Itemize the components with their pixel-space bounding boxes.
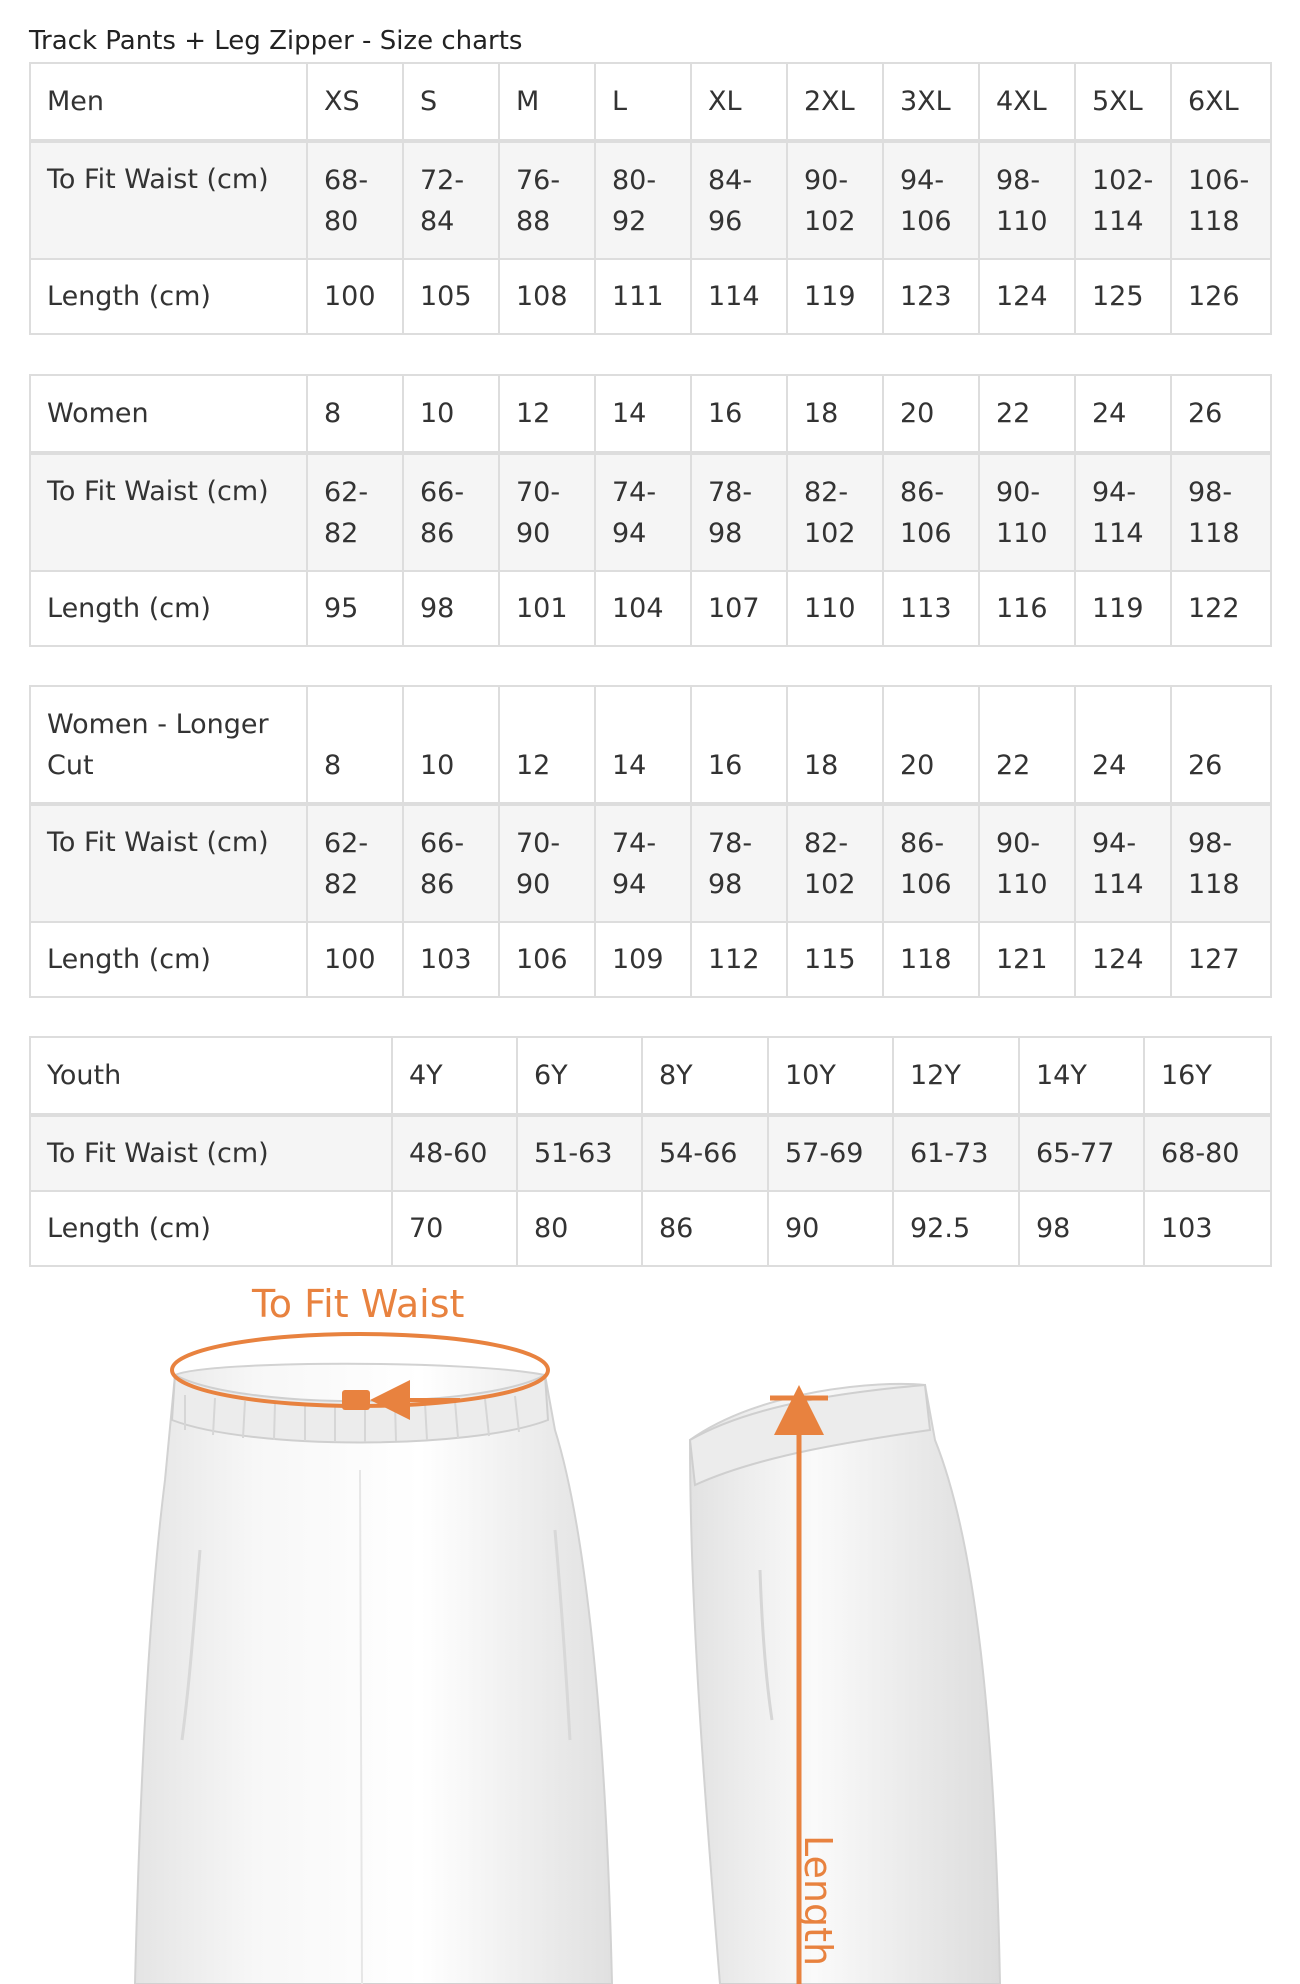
length-label: Length (796, 1835, 840, 1967)
youth-size-table (29, 1036, 1272, 1267)
table-header-cell: 4XL (979, 63, 1075, 141)
table-cell: 119 (1075, 571, 1171, 646)
page-title: Track Pants + Leg Zipper - Size charts (29, 26, 523, 56)
table-header-cell: 26 (1171, 375, 1271, 453)
table-cell: 54-66 (642, 1115, 768, 1191)
table-cell: 121 (979, 922, 1075, 997)
table-cell: 90- 110 (979, 804, 1075, 922)
table-header-cell: 8Y (642, 1037, 768, 1115)
table-cell: 80- 92 (595, 141, 691, 259)
table-row (30, 1115, 1271, 1191)
table-cell: 94- 106 (883, 141, 979, 259)
table-cell: 102- 114 (1075, 141, 1171, 259)
table-cell: 113 (883, 571, 979, 646)
table-cell: 124 (979, 259, 1075, 334)
table-cell: 118 (883, 922, 979, 997)
table-cell: 68- 80 (307, 141, 403, 259)
table-cell: 119 (787, 259, 883, 334)
table-header-cell: 22 (979, 686, 1075, 804)
table-header-cell: 5XL (1075, 63, 1171, 141)
table-header-cell: 14 (595, 686, 691, 804)
table-cell: 115 (787, 922, 883, 997)
table-cell: 92.5 (893, 1191, 1019, 1266)
table-header-cell: 10 (403, 686, 499, 804)
table-cell: 74- 94 (595, 453, 691, 571)
table-cell: 90- 102 (787, 141, 883, 259)
table-header-cell: 6Y (517, 1037, 642, 1115)
table-header-cell: 2XL (787, 63, 883, 141)
table-row (30, 804, 1271, 922)
table-header-cell: 10Y (768, 1037, 893, 1115)
table-header-cell: Women - Longer Cut (30, 686, 307, 804)
table-header-row (30, 375, 1271, 453)
table-cell: 103 (1144, 1191, 1271, 1266)
table-header-cell: 16Y (1144, 1037, 1271, 1115)
table-row (30, 259, 1271, 334)
women-size-table (29, 374, 1272, 647)
table-cell: Length (cm) (30, 922, 307, 997)
table-cell: 78- 98 (691, 453, 787, 571)
table-cell: 86- 106 (883, 804, 979, 922)
table-header-cell: Women (30, 375, 307, 453)
waist-label: To Fit Waist (252, 1282, 465, 1326)
table-header-cell: 18 (787, 686, 883, 804)
table-cell: 100 (307, 922, 403, 997)
table-cell: 111 (595, 259, 691, 334)
table-header-cell: 12 (499, 686, 595, 804)
table-header-cell: 24 (1075, 686, 1171, 804)
table-row (30, 922, 1271, 997)
table-header-cell: XS (307, 63, 403, 141)
table-cell: 112 (691, 922, 787, 997)
table-header-cell: 26 (1171, 686, 1271, 804)
table-cell: 74- 94 (595, 804, 691, 922)
table-cell: 57-69 (768, 1115, 893, 1191)
table-header-cell: 14Y (1019, 1037, 1144, 1115)
table-cell: 126 (1171, 259, 1271, 334)
table-cell: 114 (691, 259, 787, 334)
table-header-cell: 18 (787, 375, 883, 453)
table-header-row (30, 1037, 1271, 1115)
table-row (30, 453, 1271, 571)
table-cell: 70- 90 (499, 453, 595, 571)
table-header-cell: M (499, 63, 595, 141)
table-header-row (30, 63, 1271, 141)
table-cell: 70- 90 (499, 804, 595, 922)
table-cell: 86 (642, 1191, 768, 1266)
table-header-cell: XL (691, 63, 787, 141)
table-cell: 82- 102 (787, 453, 883, 571)
table-cell: To Fit Waist (cm) (30, 804, 307, 922)
table-cell: 105 (403, 259, 499, 334)
table-header-cell: Youth (30, 1037, 392, 1115)
table-header-cell: 8 (307, 375, 403, 453)
table-cell: 98- 118 (1171, 804, 1271, 922)
table-cell: 95 (307, 571, 403, 646)
table-cell: To Fit Waist (cm) (30, 1115, 392, 1191)
women-longer-cut-size-table (29, 685, 1272, 998)
table-cell: 94- 114 (1075, 453, 1171, 571)
table-cell: 125 (1075, 259, 1171, 334)
table-cell: 104 (595, 571, 691, 646)
side-pants-shape (690, 1384, 1000, 1984)
table-header-cell: 6XL (1171, 63, 1271, 141)
table-header-cell: 4Y (392, 1037, 517, 1115)
table-cell: 98 (403, 571, 499, 646)
table-cell: 68-80 (1144, 1115, 1271, 1191)
table-header-row (30, 686, 1271, 804)
table-header-cell: 3XL (883, 63, 979, 141)
table-header-cell: 20 (883, 686, 979, 804)
table-cell: 107 (691, 571, 787, 646)
table-cell: 78- 98 (691, 804, 787, 922)
measurement-figure (0, 1280, 1300, 1984)
table-cell: 100 (307, 259, 403, 334)
table-cell: 70 (392, 1191, 517, 1266)
table-header-cell: Men (30, 63, 307, 141)
table-cell: 72- 84 (403, 141, 499, 259)
table-cell: 106 (499, 922, 595, 997)
table-header-cell: 16 (691, 686, 787, 804)
table-row (30, 141, 1271, 259)
table-cell: 86- 106 (883, 453, 979, 571)
table-row (30, 1191, 1271, 1266)
table-cell: 66- 86 (403, 804, 499, 922)
men-size-table (29, 62, 1272, 335)
table-cell: 62- 82 (307, 453, 403, 571)
table-header-cell: 14 (595, 375, 691, 453)
table-header-cell: 22 (979, 375, 1075, 453)
brand-tag (342, 1390, 370, 1410)
table-cell: 61-73 (893, 1115, 1019, 1191)
table-cell: 84- 96 (691, 141, 787, 259)
table-header-cell: 20 (883, 375, 979, 453)
table-cell: 65-77 (1019, 1115, 1144, 1191)
table-cell: 82- 102 (787, 804, 883, 922)
table-cell: 98 (1019, 1191, 1144, 1266)
table-cell: 101 (499, 571, 595, 646)
table-cell: Length (cm) (30, 259, 307, 334)
table-cell: 108 (499, 259, 595, 334)
table-cell: 110 (787, 571, 883, 646)
table-cell: To Fit Waist (cm) (30, 453, 307, 571)
table-header-cell: L (595, 63, 691, 141)
table-cell: 122 (1171, 571, 1271, 646)
table-row (30, 571, 1271, 646)
table-cell: 76- 88 (499, 141, 595, 259)
table-cell: 90- 110 (979, 453, 1075, 571)
table-cell: 62- 82 (307, 804, 403, 922)
table-cell: 94- 114 (1075, 804, 1171, 922)
table-cell: 98- 110 (979, 141, 1075, 259)
front-pants-shape (135, 1364, 612, 1984)
table-header-cell: S (403, 63, 499, 141)
table-cell: To Fit Waist (cm) (30, 141, 307, 259)
table-cell: 124 (1075, 922, 1171, 997)
table-header-cell: 16 (691, 375, 787, 453)
table-cell: 98- 118 (1171, 453, 1271, 571)
table-cell: 127 (1171, 922, 1271, 997)
table-cell: Length (cm) (30, 571, 307, 646)
table-cell: 123 (883, 259, 979, 334)
table-header-cell: 12Y (893, 1037, 1019, 1115)
table-header-cell: 24 (1075, 375, 1171, 453)
table-cell: 48-60 (392, 1115, 517, 1191)
table-cell: 103 (403, 922, 499, 997)
table-header-cell: 8 (307, 686, 403, 804)
table-header-cell: 12 (499, 375, 595, 453)
table-cell: 66- 86 (403, 453, 499, 571)
table-cell: 106- 118 (1171, 141, 1271, 259)
table-header-cell: 10 (403, 375, 499, 453)
table-cell: 109 (595, 922, 691, 997)
table-cell: 51-63 (517, 1115, 642, 1191)
table-cell: 116 (979, 571, 1075, 646)
pants-illustration (0, 1280, 1300, 1984)
table-cell: 80 (517, 1191, 642, 1266)
table-cell: Length (cm) (30, 1191, 392, 1266)
table-cell: 90 (768, 1191, 893, 1266)
